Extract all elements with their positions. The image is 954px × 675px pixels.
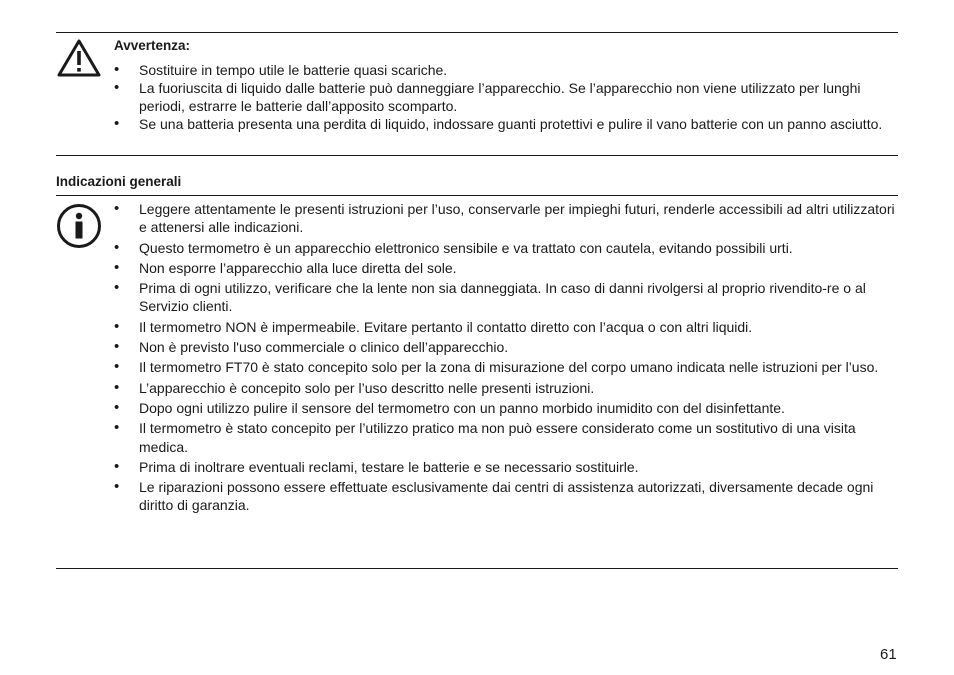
general-item: • Le riparazioni possono essere effettuate esclusivamente dai centri di assistenza autorizzati, diversamente decade ogni diritto di garanzia. bbox=[113, 478, 903, 515]
general-item: • Il termometro è stato concepito per l’utilizzo pratico ma non può essere considerato come un sostitutivo di una visita medica. bbox=[113, 419, 903, 456]
general-list bbox=[113, 200, 903, 515]
warning-list bbox=[113, 61, 903, 133]
general-item: • Dopo ogni utilizzo pulire il sensore del termometro con un panno morbido inumidito con del disinfettante. bbox=[113, 399, 903, 417]
bottom-divider bbox=[56, 568, 898, 569]
warning-item: • La fuoriuscita di liquido dalle batterie può danneggiare l’apparecchio. Se l’apparecchio non viene utilizzato per lunghi periodi, estrarre le batterie dall’apposito scomparto. bbox=[113, 79, 903, 115]
general-item: • Il termometro NON è impermeabile. Evitare pertanto il contatto diretto con l’acqua o con altri liquidi. bbox=[113, 318, 903, 336]
general-item: • Non esporre l’apparecchio alla luce diretta del sole. bbox=[113, 259, 903, 277]
general-top-divider bbox=[56, 195, 898, 196]
top-divider bbox=[56, 32, 898, 33]
general-item: • L’apparecchio è concepito solo per l’uso descritto nelle presenti istruzioni. bbox=[113, 379, 903, 397]
section-heading: Indicazioni generali bbox=[56, 174, 182, 189]
general-item: • Il termometro FT70 è stato concepito solo per la zona di misurazione del corpo umano indicata nelle istruzioni per l’uso. bbox=[113, 358, 903, 376]
page-number: 61 bbox=[880, 646, 897, 663]
general-item: • Leggere attentamente le presenti istruzioni per l’uso, conservarle per impieghi futuri, renderle accessibili ad altri utilizzatori e attenersi alle indicazioni. bbox=[113, 200, 903, 237]
warning-item: • Se una batteria presenta una perdita di liquido, indossare guanti protettivi e pulire il vano batterie con un panno asciutto. bbox=[113, 115, 903, 133]
warning-bottom-divider bbox=[56, 155, 898, 156]
warning-item: • Sostituire in tempo utile le batterie quasi scariche. bbox=[113, 61, 903, 79]
warning-triangle-icon bbox=[57, 39, 101, 77]
general-item: • Questo termometro è un apparecchio elettronico sensibile e va trattato con cautela, evitando possibili urti. bbox=[113, 239, 903, 257]
warning-title: Avvertenza: bbox=[114, 38, 191, 53]
info-icon bbox=[56, 203, 102, 249]
general-item: • Prima di inoltrare eventuali reclami, testare le batterie e se necessario sostituirle. bbox=[113, 458, 903, 476]
general-item: • Prima di ogni utilizzo, verificare che la lente non sia danneggiata. In caso di danni rivolgersi al proprio rivendito-re o al Servizio clienti. bbox=[113, 279, 903, 316]
general-item: • Non è previsto l'uso commerciale o clinico dell’apparecchio. bbox=[113, 338, 903, 356]
